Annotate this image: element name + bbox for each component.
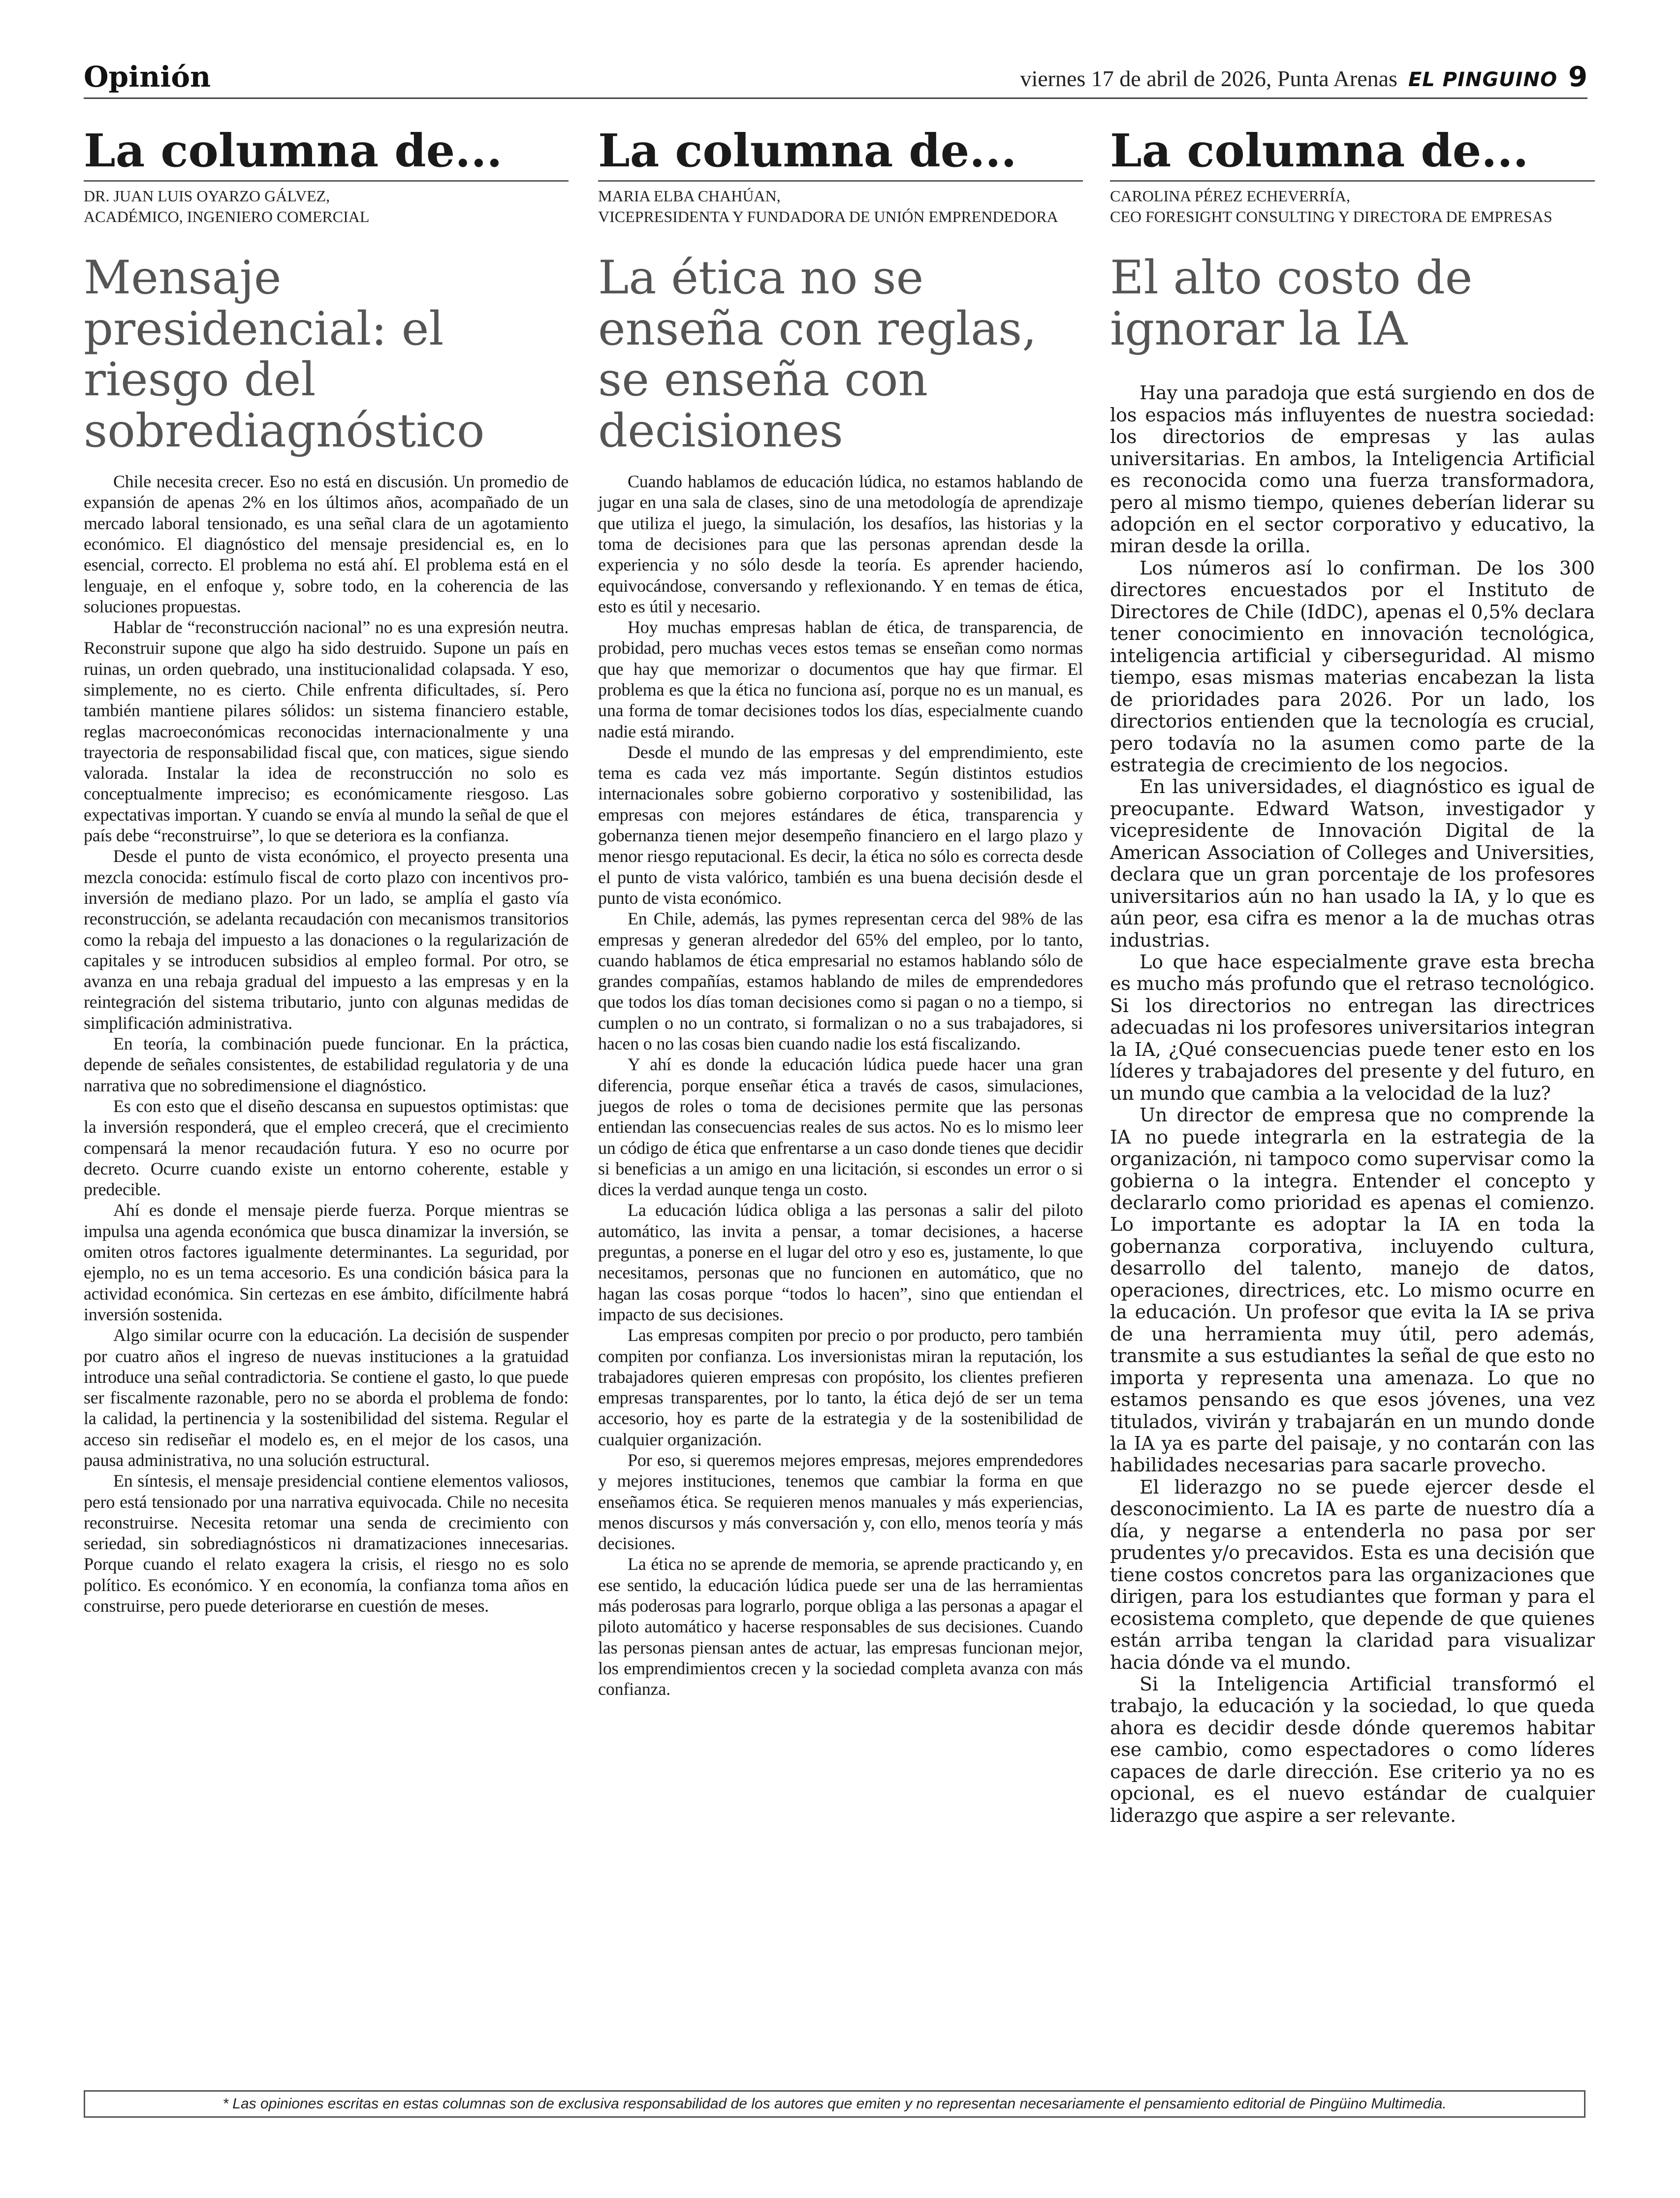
paragraph: Desde el punto de vista económico, el proyecto presenta una mezcla conocida: estímulo fiscal de corto plazo con incentivos pro-inversión de mediano plazo. Por un lado, se amplía el gasto vía reconstrucción, se adelanta recaudación con mecanismos transitorios como la rebaja del impuesto a las donaciones o la regularización de capitales y se introducen subsidios al empleo formal. Por otro, se avanza en una rebaja gradual del impuesto a las empresas y en la reintegración del sistema tributario, junto con algunas medidas de simplificación administrativa.: [84, 846, 569, 1033]
paragraph: En teoría, la combinación puede funcionar. En la práctica, depende de señales consistentes, de estabilidad regulatoria y de una narrativa que no sobredimensione el diagnóstico.: [84, 1034, 569, 1095]
article-title: Mensaje presidencial: el riesgo del sobrediagnóstico: [84, 251, 485, 458]
article-body: [84, 471, 569, 1616]
paragraph: En las universidades, el diagnóstico es igual de preocupante. Edward Watson, investigador y vicepresidente de Innovación Digital de la American Association of Colleges and Universities, declara que un gran porcentaje de los profesores universitarios aún no han usado la IA, y lo que es aún peor, esa cifra es menor a la de muchas otras industrias.: [1110, 776, 1595, 951]
paragraph: Desde el mundo de las empresas y del emprendimiento, este tema es cada vez más importante. Según distintos estudios internacionales sobre gobierno corporativo y sostenibilidad, las empresas con mejores estándares de ética, transparencia y gobernanza tienen mejor desempeño financiero en el largo plazo y menor riesgo reputacional. Es decir, la ética no sólo es correcta desde el punto de vista valórico, también es una buena decisión desde el punto de vista económico.: [598, 742, 1083, 908]
byline: [1110, 186, 1595, 227]
section-name: Opinión: [84, 60, 211, 94]
page-number: 9: [1568, 61, 1587, 93]
column-heading: La columna de...: [84, 128, 569, 182]
header-meta: [1020, 61, 1587, 93]
paragraph: Hay una paradoja que está surgiendo en dos de los espacios más influyentes de nuestra sociedad: los directorios de empresas y las aulas universitarias. En ambos, la Inteligencia Artificial es reconocida como una fuerza transformadora, pero al mismo tiempo, quienes deberían liderar su adopción en el sector corporativo y educativo, la miran desde la orilla.: [1110, 382, 1595, 557]
paragraph: La educación lúdica obliga a las personas a salir del piloto automático, las invita a pensar, a tomar decisiones, a hacerse preguntas, a ponerse en el lugar del otro y eso es, justamente, lo que necesitamos, personas que no funcionen en automático, que no hagan las cosas porque “todos lo hacen”, sino que entiendan el impacto de sus decisiones.: [598, 1200, 1083, 1324]
paragraph: Los números así lo confirman. De los 300 directores encuestados por el Instituto de Directores de Chile (IdDC), apenas el 0,5% declara tener conocimiento en innovación tecnológica, inteligencia artificial y ciberseguridad. Al mismo tiempo, esas mismas materias encabezan la lista de prioridades para 2026. Por un lado, los directorios entienden que la tecnología es crucial, pero todavía no la asumen como parte de la estrategia de crecimiento de los negocios.: [1110, 557, 1595, 776]
paragraph: El liderazgo no se puede ejercer desde el desconocimiento. La IA es parte de nuestro día a día, y negarse a entenderla no pasa por ser prudentes y/o precavidos. Esta es una decisión que tiene costos concretos para las organizaciones que dirigen, para los estudiantes que forman y para el ecosistema completo, que depende de que quienes están arriba tengan la claridad para visualizar hacia dónde va el mundo.: [1110, 1476, 1595, 1673]
publication-date: viernes 17 de abril de 2026, Punta Arenas: [1020, 66, 1397, 91]
article-title: La ética no se enseña con reglas, se enseña con decisiones: [598, 251, 1037, 458]
author-role: CEO FORESIGHT CONSULTING Y DIRECTORA DE EMPRESAS: [1110, 208, 1553, 226]
column-heading: La columna de...: [598, 128, 1083, 182]
page-header: [84, 60, 1587, 99]
paragraph: Algo similar ocurre con la educación. La decisión de suspender por cuatro años el ingreso de nuevas instituciones a la gratuidad introduce una señal contradictoria. Se contiene el gasto, lo que puede ser fiscalmente razonable, pero no se aborda el problema de fondo: la calidad, la pertinencia y la sostenibilidad del sistema. Regular el acceso sin rediseñar el modelo es, en el mejor de los casos, una pausa administrativa, no una solución estructural.: [84, 1325, 569, 1470]
article-body: [1110, 382, 1595, 1826]
byline: [598, 186, 1083, 227]
article-body: [598, 471, 1083, 1700]
paragraph: Lo que hace especialmente grave esta brecha es mucho más profundo que el retraso tecnológico. Si los directorios no entregan las directrices adecuadas ni los profesores universitarios integran la IA, ¿Qué consecuencias puede tener esto en los líderes y trabajadores del presente y del futuro, en un mundo que cambia a la velocidad de la luz?: [1110, 951, 1595, 1104]
author-name: DR. JUAN LUIS OYARZO GÁLVEZ,: [84, 187, 330, 205]
paragraph: Ahí es donde el mensaje pierde fuerza. Porque mientras se impulsa una agenda económica que busca dinamizar la inversión, se omiten otros factores igualmente determinantes. La seguridad, por ejemplo, no es un tema accesorio. Es una condición básica para la actividad económica. Sin certezas en ese ámbito, difícilmente habrá inversión sostenida.: [84, 1200, 569, 1324]
column-heading: La columna de...: [1110, 128, 1595, 182]
paragraph: Si la Inteligencia Artificial transformó el trabajo, la educación y la sociedad, lo que queda ahora es decidir desde dónde queremos habitar ese cambio, como espectadores o como líderes capaces de darle dirección. Ese criterio ya no es opcional, es el nuevo estándar de cualquier liderazgo que aspire a ser relevante.: [1110, 1673, 1595, 1826]
editorial-disclaimer: * Las opiniones escritas en estas columnas son de exclusiva responsabilidad de los autores que emiten y no representan necesariamente el pensamiento editorial de Pingüino Multimedia.: [84, 2090, 1585, 2118]
paragraph: Chile necesita crecer. Eso no está en discusión. Un promedio de expansión de apenas 2% en los últimos años, acompañado de un mercado laboral tensionado, es una señal clara de un agotamiento económico. El diagnóstico del mensaje presidencial es, en lo esencial, correcto. El problema no está ahí. El problema está en el lenguaje, en el enfoque y, sobre todo, en la coherencia de las soluciones propuestas.: [84, 472, 569, 616]
author-role: VICEPRESIDENTA Y FUNDADORA DE UNIÓN EMPRENDEDORA: [598, 208, 1058, 226]
author-name: MARIA ELBA CHAHÚAN,: [598, 187, 781, 205]
paragraph: La ética no se aprende de memoria, se aprende practicando y, en ese sentido, la educación lúdica puede ser una de las herramientas más poderosas para lograrlo, porque obliga a las personas a apagar el piloto automático y hacerse responsables de sus decisiones. Cuando las personas piensan antes de actuar, las empresas funcionan mejor, los emprendimientos crecen y la sociedad completa avanza con más confianza.: [598, 1554, 1083, 1699]
paragraph: Y ahí es donde la educación lúdica puede hacer una gran diferencia, porque enseñar ética a través de casos, simulaciones, juegos de roles o toma de decisiones permite que las personas entiendan las consecuencias reales de sus actos. No es lo mismo leer un código de ética que enfrentarse a un caso donde tienes que decidir si beneficias a un amigo en una licitación, si escondes un error o si dices la verdad aunque tenga un costo.: [598, 1054, 1083, 1200]
author-role: ACADÉMICO, INGENIERO COMERCIAL: [84, 208, 370, 226]
newspaper-logo: EL PINGUINO: [1408, 68, 1558, 91]
opinion-column-3: [1110, 124, 1595, 1826]
paragraph: Es con esto que el diseño descansa en supuestos optimistas: que la inversión responderá, que el empleo crecerá, que el crecimiento compensará la menor recaudación futura. Y eso no ocurre por decreto. Ocurre cuando existe un entorno coherente, estable y predecible.: [84, 1096, 569, 1200]
paragraph: Hoy muchas empresas hablan de ética, de transparencia, de probidad, pero muchas veces estos temas se enseñan como normas que hay que memorizar o documentos que hay que firmar. El problema es que la ética no funciona así, porque no es un manual, es una forma de tomar decisiones todos los días, especialmente cuando nadie está mirando.: [598, 617, 1083, 741]
author-name: CAROLINA PÉREZ ECHEVERRÍA,: [1110, 187, 1350, 205]
paragraph: Un director de empresa que no comprende la IA no puede integrarla en la estrategia de la organización, ni tampoco como supervisar como la gobierna o la integra. Entender el concepto y declararlo como prioridad es apenas el comienzo. Lo importante es adoptar la IA en toda la gobernanza corporativa, incluyendo cultura, desarrollo del talento, manejo de datos, operaciones, directrices, etc. Lo mismo ocurre en la educación. Un profesor que evita la IA se priva de una herramienta muy útil, pero además, transmite a sus estudiantes la señal de que esto no importa y representa una amenaza. Lo que no estamos pensando es que esos jóvenes, una vez titulados, vivirán y trabajarán en un mundo donde la IA ya es parte del paisaje, y no contarán con las habilidades necesarias para sacarle provecho.: [1110, 1104, 1595, 1476]
paragraph: Las empresas compiten por precio o por producto, pero también compiten por confianza. Los inversionistas miran la reputación, los trabajadores quieren empresas con propósito, los clientes prefieren empresas transparentes, por lo tanto, la ética dejó de ser un tema accesorio, hoy es parte de la estrategia y de la sostenibilidad de cualquier organización.: [598, 1325, 1083, 1449]
paragraph: Cuando hablamos de educación lúdica, no estamos hablando de jugar en una sala de clases, sino de una metodología de aprendizaje que utiliza el juego, la simulación, los desafíos, las historias y la toma de decisiones para que las personas aprendan desde la experiencia y no sólo desde la teoría. Es aprender haciendo, equivocándose, conversando y reflexionando. Y en temas de ética, esto es útil y necesario.: [598, 472, 1083, 616]
paragraph: Por eso, si queremos mejores empresas, mejores emprendedores y mejores instituciones, tenemos que cambiar la forma en que enseñamos ética. Se requieren menos manuales y más experiencias, menos discursos y más conversación y, con ello, menos teoría y más decisiones.: [598, 1450, 1083, 1554]
byline: [84, 186, 569, 227]
paragraph: Hablar de “reconstrucción nacional” no es una expresión neutra. Reconstruir supone que algo ha sido destruido. Supone un país en ruinas, un orden quebrado, una institucionalidad colapsada. Y eso, simplemente, no es cierto. Chile enfrenta dificultades, sí. Pero también mantiene pilares sólidos: un sistema financiero estable, reglas macroeconómicas reconocidas internacionalmente y una trayectoria de responsabilidad fiscal que, con matices, sigue siendo valorada. Instalar la idea de reconstrucción no solo es conceptualmente impreciso; es económicamente riesgoso. Las expectativas importan. Y cuando se envía al mundo la señal de que el país debe “reconstruirse”, lo que se deteriora es la confianza.: [84, 617, 569, 846]
paragraph: En síntesis, el mensaje presidencial contiene elementos valiosos, pero está tensionado por una narrativa equivocada. Chile no necesita reconstruirse. Necesita retomar una senda de crecimiento con seriedad, sin sobrediagnósticos ni dramatizaciones innecesarias. Porque cuando el relato exagera la crisis, el riesgo no es solo político. Es económico. Y en economía, la confianza toma años en construirse, pero puede deteriorarse en cuestión de meses.: [84, 1471, 569, 1616]
opinion-column-1: [84, 124, 569, 1616]
opinion-column-2: [598, 124, 1083, 1700]
article-title: El alto costo de ignorar la IA: [1110, 251, 1473, 356]
paragraph: En Chile, además, las pymes representan cerca del 98% de las empresas y generan alrededor del 65% del empleo, por lo tanto, cuando hablamos de ética empresarial no estamos hablando sólo de grandes compañías, estamos hablando de miles de emprendedores que todos los días toman decisiones como si pagan o no a tiempo, si cumplen o no un contrato, si formalizan o no a sus trabajadores, si hacen o no las cosas bien cuando nadie los está fiscalizando.: [598, 909, 1083, 1054]
